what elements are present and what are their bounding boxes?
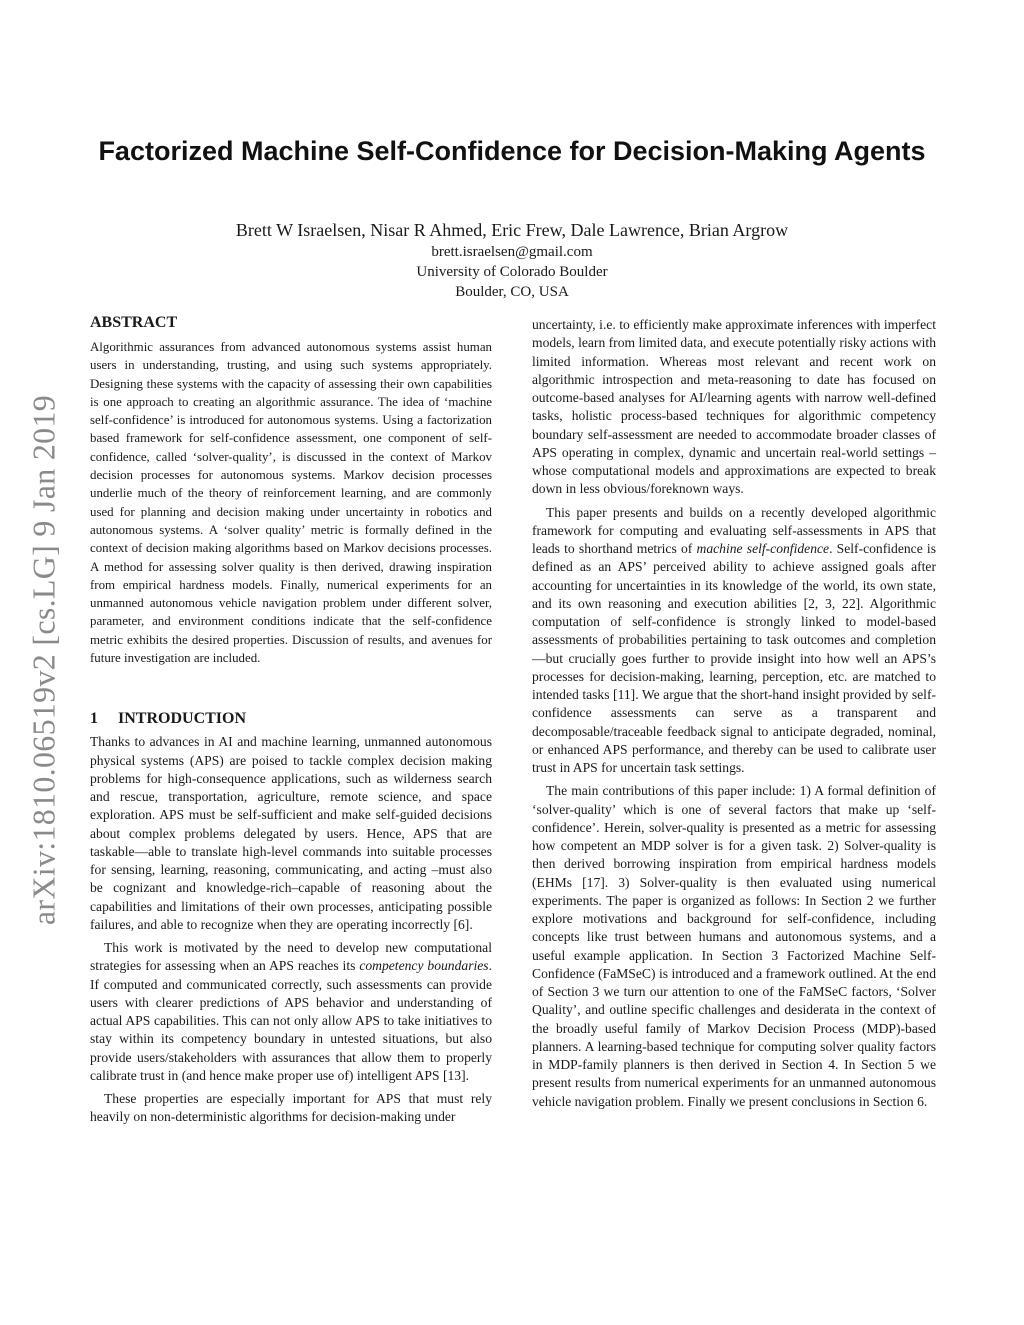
intro-paragraph-1: Thanks to advances in AI and machine learning, unmanned autonomous physical systems (APS) are poised to tackle complex decision making problems for high-consequence applications, such as wilderness search and rescue, transportation, agriculture, remote science, and space exploration. APS must be self-sufficient and make self-guided decisions about complex problems delegated by users. Hence, APS that are taskable—able to translate high-level commands into suitable processes for sensing, learning, reasoning, communicating, and acting –must also be cognizant and knowledge-rich–capable of reasoning about the capabilities and limitations of their own processes, anticipating possible failures, and able to recognize when they are operating incorrectly [6]. <box>90 734 492 932</box>
left-column <box>90 314 492 1127</box>
intro-paragraph-4: This paper presents and builds on a recently developed algorithmic framework for computing and evaluating self-assessments in APS that leads to shorthand metrics of machine self-confidence. Self-confidence is defined as an APS’ perceived ability to achieve assigned goals after accounting for uncertainties in its knowledge of the world, its own state, and its own reasoning and execution abilities [2, 3, 22]. Algorithmic computation of self-confidence is strongly linked to model-based assessments of probabilities pertaining to task outcomes and completion—but crucially goes further to provide insight into how well an APS’s processes for decision-making, learning, perception, etc. are matched to intended tasks [11]. We argue that the short-hand insight provided by self-confidence assessments can serve as a transparent and decomposable/traceable feedback signal to anticipate degraded, nominal, or enhanced APS performance, and thereby can be used to calibrate user trust in APS for uncertain task settings. <box>532 504 936 775</box>
section-heading-introduction <box>90 709 492 729</box>
section-title: INTRODUCTION <box>118 710 247 728</box>
abstract-heading: ABSTRACT <box>90 314 178 331</box>
intro-paragraph-2: This work is motivated by the need to develop new computational strategies for assessing when an APS reaches its competency boundaries. If computed and communicated correctly, such assessments can provide users with clearer predictions of APS behavior and understanding of actual APS capabilities. This can not only allow APS to take initiatives to stay within its competency boundary in untested situations, but also provide users/stakeholders with assurances that allow them to properly calibrate trust in (and hence make proper use of) intelligent APS [13]. <box>90 940 492 1083</box>
right-column <box>532 316 936 1111</box>
arxiv-stamp <box>24 370 64 950</box>
intro-paragraph-3: These properties are especially important for APS that must rely heavily on non-deterministic algorithms for decision-making under <box>90 1091 492 1125</box>
arxiv-stamp-text: arXiv:1810.06519v2 [cs.LG] 9 Jan 2019 <box>25 394 62 926</box>
intro-paragraph-5: The main contributions of this paper include: 1) A formal definition of ‘solver-quality’ which is one of several factors that make up ‘self-confidence’. Herein, solver-quality is presented as a metric for assessing how competent an MDP solver is for a given task. 2) Solver-quality is then derived borrowing inspiration from empirical hardness models (EHMs [17]. 3) Solver-quality is then evaluated using numerical experiments. The paper is organized as follows: In Section 2 we further explore motivations and background for self-confidence, including concepts like trust between humans and autonomous systems, and a useful example application. In Section 3 Factorized Machine Self-Confidence (FaMSeC) is introduced and a framework outlined. At the end of Section 3 we turn our attention to one of the FaMSeC factors, ‘Solver Quality’, and outline specific challenges and desiderata in the context of the broadly useful family of Markov Decision Process (MDP)-based planners. A learning-based technique for computing solver quality factors in MDP-family planners is then derived in Section 4. In Section 5 we present results from numerical experiments for an unmanned autonomous vehicle navigation problem. Finally we present conclusions in Section 6. <box>532 783 936 1109</box>
section-number: 1 <box>90 710 98 728</box>
author-institution: University of Colorado Boulder <box>416 264 608 280</box>
affiliation-block <box>90 242 934 302</box>
author-list: Brett W Israelsen, Nisar R Ahmed, Eric Frew, Dale Lawrence, Brian Argrow <box>235 220 789 240</box>
intro-paragraph-3-continued: uncertainty, i.e. to efficiently make approximate inferences with imperfect models, learn from limited data, and execute potentially risky actions with limited information. Whereas most relevant and recent work on algorithmic introspection and meta-reasoning to date has focused on outcome-based analyses for AI/learning agents with narrow well-defined tasks, holistic process-based techniques for algorithmic competency boundary self-assessment are needed to accommodate broader classes of APS operating in complex, dynamic and uncertain real-world settings – whose computational models and approximations are expected to break down in less obvious/foreknown ways. <box>532 317 936 497</box>
paper-title: Factorized Machine Self-Confidence for Decision-Making Agents <box>98 136 926 166</box>
author-location: Boulder, CO, USA <box>455 284 569 300</box>
abstract-text: Algorithmic assurances from advanced autonomous systems assist human users in understanding, trusting, and using such systems appropriately. Designing these systems with the capacity of assessing their own capabilities is one approach to creating an algorithmic assurance. The idea of ‘machine self-confidence’ is introduced for autonomous systems. Using a factorization based framework for self-confidence assessment, one component of self-confidence, called ‘solver-quality’, is discussed in the context of Markov decision processes for autonomous systems. Markov decision processes underlie much of the theory of reinforcement learning, and are commonly used for planning and decision making under uncertainty in robotics and autonomous systems. A ‘solver quality’ metric is formally defined in the context of decision making algorithms based on Markov decisions processes. A method for assessing solver quality is then derived, drawing inspiration from empirical hardness models. Finally, numerical experiments for an unmanned autonomous vehicle navigation problem under different solver, parameter, and environment conditions indicate that the self-confidence metric exhibits the desired properties. Discussion of results, and avenues for future investigation are included. <box>90 340 492 666</box>
author-email: brett.israelsen@gmail.com <box>431 244 593 260</box>
